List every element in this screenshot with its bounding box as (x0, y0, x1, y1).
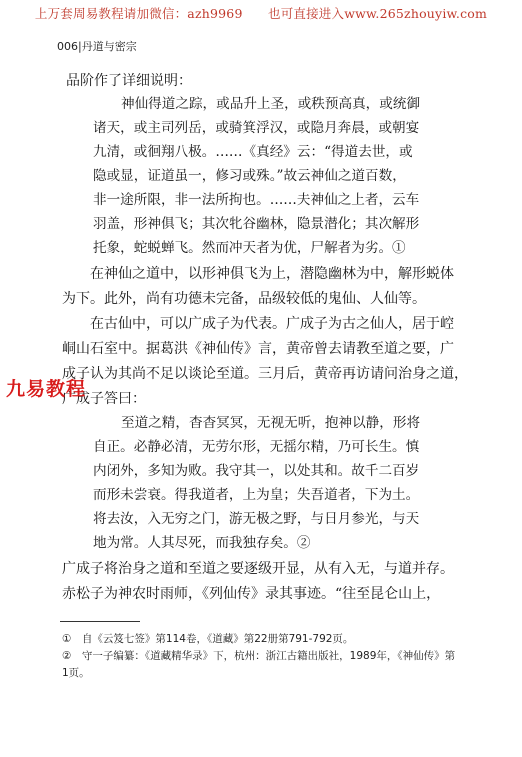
footnote-divider (60, 621, 140, 622)
quote-line: 内闭外，多知为败。我守其一，以处其和。故千二百岁 (93, 463, 420, 479)
page-number: 006 (57, 40, 78, 53)
quote-line: 而形未尝衰。得我道者，上为皇；失吾道者，下为土。 (93, 487, 420, 503)
watermark-top: 上万套周易教程请加微信：azh9969 也可直接进入www.265zhouyiw.com (34, 6, 488, 21)
quote-line: 非一途所限，非一法所拘也。……夫神仙之上者，云车 (93, 192, 420, 208)
running-title: 丹道与密宗 (81, 40, 137, 53)
quote-line: 神仙得道之踪，或品升上圣，或秩预高真，或统御 (121, 96, 421, 112)
quote-line: 诸天，或主司列岳，或骑箕浮汉，或隐月奔晨，或朝宴 (93, 120, 420, 136)
watermark-stamp: 九易教程 (6, 378, 87, 400)
footnote-continuation: 1页。 (62, 667, 90, 679)
text-line: 在神仙之道中，以形神俱飞为上，潜隐幽林为中，解形蜕体 (90, 266, 454, 282)
quote-line: 地为常。人其尽死，而我独存矣。② (93, 535, 311, 551)
quote-line: 自正。必静必清，无劳尔形，无摇尔精，乃可长生。慎 (93, 439, 420, 455)
text-line: 成子认为其尚不足以谈论至道。三月后，黄帝再访请问治身之道， (62, 366, 468, 382)
footnote: ② 守一子编纂：《道藏精华录》下，杭州：浙江古籍出版社，1989年，《神仙传》第 (62, 650, 456, 662)
text-line: 赤松子为神农时雨师，《列仙传》录其事迹。“往至昆仑山上， (62, 586, 441, 602)
quote-line: 羽盖，形神俱飞；其次牝谷幽林，隐景潜化；其次解形 (93, 216, 420, 232)
running-header (57, 38, 137, 54)
text-line: 在古仙中，可以广成子为代表。广成子为古之仙人，居于崆 (90, 316, 454, 332)
text-line: 峒山石室中。据葛洪《神仙传》言，黄帝曾去请教至道之要，广 (62, 341, 454, 357)
text-line: 广成子答曰： (62, 391, 146, 407)
quote-line: 九清，或徊翔八极。……《真经》云：“得道去世，或 (93, 144, 413, 160)
text-line: 广成子将治身之道和至道之要逐级开显，从有入无，与道并存。 (62, 561, 454, 577)
text-line: 品阶作了详细说明： (66, 73, 192, 89)
quote-line: 将去汝，入无穷之门，游无极之野，与日月参光，与天 (93, 511, 420, 527)
quote-line: 至道之精，杳杳冥冥，无视无听，抱神以静，形将 (121, 415, 421, 431)
text-line: 为下。此外，尚有功德未完备，品级较低的鬼仙、人仙等。 (62, 291, 426, 307)
footnote: ① 自《云笈七签》第114卷，《道藏》第22册第791-792页。 (62, 633, 354, 645)
quote-line: 隐或显，证道虽一，修习或殊。”故云神仙之道百数， (93, 168, 406, 184)
header-separator: | (78, 40, 82, 53)
quote-line: 托象，蛇蜕蝉飞。然而冲天者为优，尸解者为劣。① (93, 240, 406, 256)
